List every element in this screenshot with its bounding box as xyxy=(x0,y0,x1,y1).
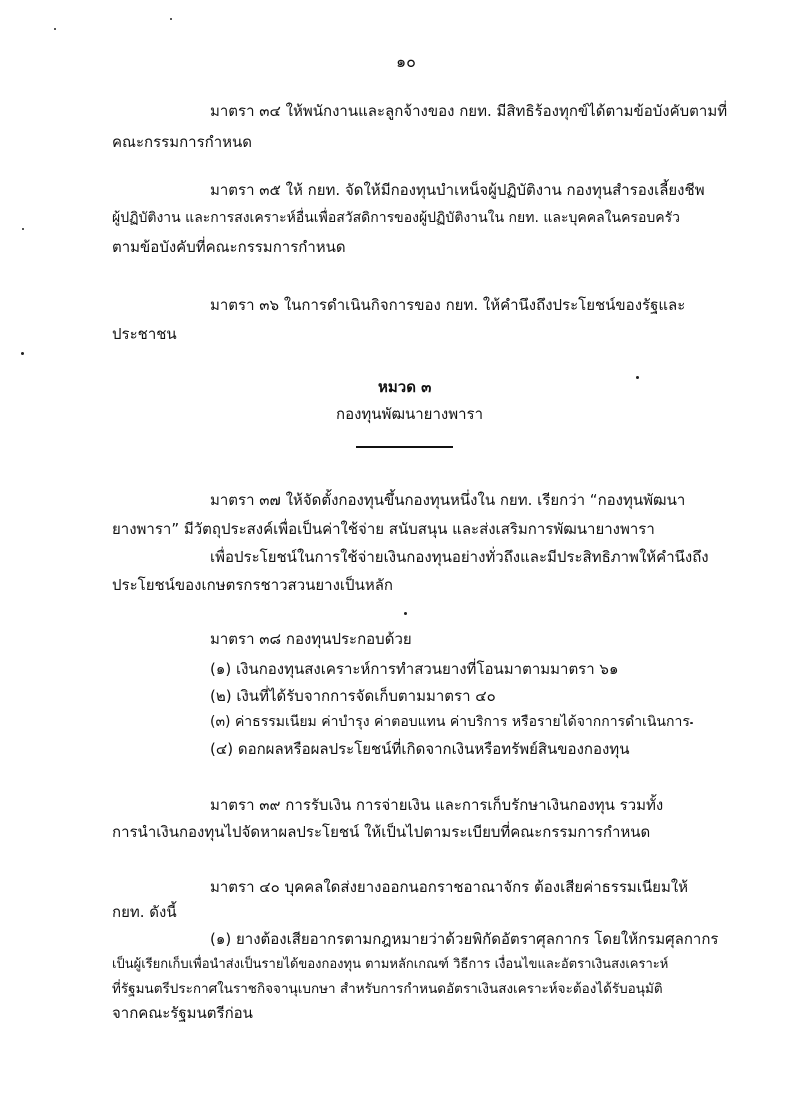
scan-speck xyxy=(636,376,639,379)
section-40-item-1-line-1: (๑) ยางต้องเสียอากรตามกฎหมายว่าด้วยพิกัดอัตราศุลกากร โดยให้กรมศุลกากร xyxy=(210,930,719,948)
section-34-line-2: คณะกรรมการกำหนด xyxy=(112,133,253,151)
section-37-line-2: ยางพารา” มีวัตถุประสงค์เพื่อเป็นค่าใช้จ่าย สนับสนุน และส่งเสริมการพัฒนายางพารา xyxy=(112,520,655,538)
section-36-line-1: มาตรา ๓๖ ในการดำเนินกิจการของ กยท. ให้คำนึงถึงประโยชน์ของรัฐและ xyxy=(210,296,686,314)
scan-speck xyxy=(54,28,56,30)
scan-speck xyxy=(21,352,24,355)
section-35-line-3: ตามข้อบังคับที่คณะกรรมการกำหนด xyxy=(112,238,346,256)
section-40-item-1-line-4: จากคณะรัฐมนตรีก่อน xyxy=(112,1004,253,1022)
section-38-item-2: (๒) เงินที่ได้รับจากการจัดเก็บตามมาตรา ๔๐ xyxy=(210,687,496,705)
page-number: ๑๐ xyxy=(396,52,416,71)
section-34-line-1: มาตรา ๓๔ ให้พนักงานและลูกจ้างของ กยท. มีสิทธิร้องทุกข์ได้ตามข้อบังคับตามที่ xyxy=(210,102,728,120)
section-37-line-3: เพื่อประโยชน์ในการใช้จ่ายเงินกองทุนอย่างทั่วถึงและมีประสิทธิภาพให้คำนึงถึง xyxy=(210,548,709,566)
section-38-line-1: มาตรา ๓๘ กองทุนประกอบด้วย xyxy=(210,630,412,648)
section-35-line-1: มาตรา ๓๕ ให้ กยท. จัดให้มีกองทุนบำเหน็จผู้ปฏิบัติงาน กองทุนสำรองเลี้ยงชีพ xyxy=(210,181,705,199)
section-38-item-3: (๓) ค่าธรรมเนียม ค่าบำรุง ค่าตอบแทน ค่าบริการ หรือรายได้จากการดำเนินการ xyxy=(210,714,690,730)
section-35-line-2: ผู้ปฏิบัติงาน และการสงเคราะห์อื่นเพื่อสวัสดิการของผู้ปฏิบัติงานใน กยท. และบุคคลในครอบครัว xyxy=(112,210,680,226)
section-36-line-2: ประชาชน xyxy=(112,325,177,343)
section-40-item-1-line-2: เป็นผู้เรียกเก็บเพื่อนำส่งเป็นรายได้ของกองทุน ตามหลักเกณฑ์ วิธีการ เงื่อนไขและอัตราเงินสงเคราะห์ xyxy=(112,957,669,972)
chapter-divider xyxy=(356,446,453,448)
scan-speck xyxy=(404,612,407,615)
section-40-line-1: มาตรา ๔๐ บุคคลใดส่งยางออกนอกราชอาณาจักร ต้องเสียค่าธรรมเนียมให้ xyxy=(210,878,689,896)
scan-speck xyxy=(170,18,172,20)
section-37-line-1: มาตรา ๓๗ ให้จัดตั้งกองทุนขึ้นกองทุนหนึ่งใน กยท. เรียกว่า “กองทุนพัฒนา xyxy=(210,491,686,509)
chapter-title: กองทุนพัฒนายางพารา xyxy=(336,405,483,423)
scan-speck xyxy=(22,228,24,230)
section-40-line-2: กยท. ดังนี้ xyxy=(112,903,177,921)
section-37-line-4: ประโยชน์ของเกษตรกรชาวสวนยางเป็นหลัก xyxy=(112,576,393,594)
section-39-line-1: มาตรา ๓๙ การรับเงิน การจ่ายเงิน และการเก็บรักษาเงินกองทุน รวมทั้ง xyxy=(210,796,664,814)
scan-speck xyxy=(690,722,693,724)
section-39-line-2: การนำเงินกองทุนไปจัดหาผลประโยชน์ ให้เป็นไปตามระเบียบที่คณะกรรมการกำหนด xyxy=(112,823,651,841)
section-38-item-1: (๑) เงินกองทุนสงเคราะห์การทำสวนยางที่โอนมาตามมาตรา ๖๑ xyxy=(210,660,619,678)
section-38-item-4: (๔) ดอกผลหรือผลประโยชน์ที่เกิดจากเงินหรือทรัพย์สินของกองทุน xyxy=(210,740,630,758)
section-40-item-1-line-3: ที่รัฐมนตรีประกาศในราชกิจจานุเบกษา สำหรับการกำหนดอัตราเงินสงเคราะห์จะต้องได้รับอนุมัติ xyxy=(112,981,663,997)
chapter-number: หมวด ๓ xyxy=(378,378,432,396)
